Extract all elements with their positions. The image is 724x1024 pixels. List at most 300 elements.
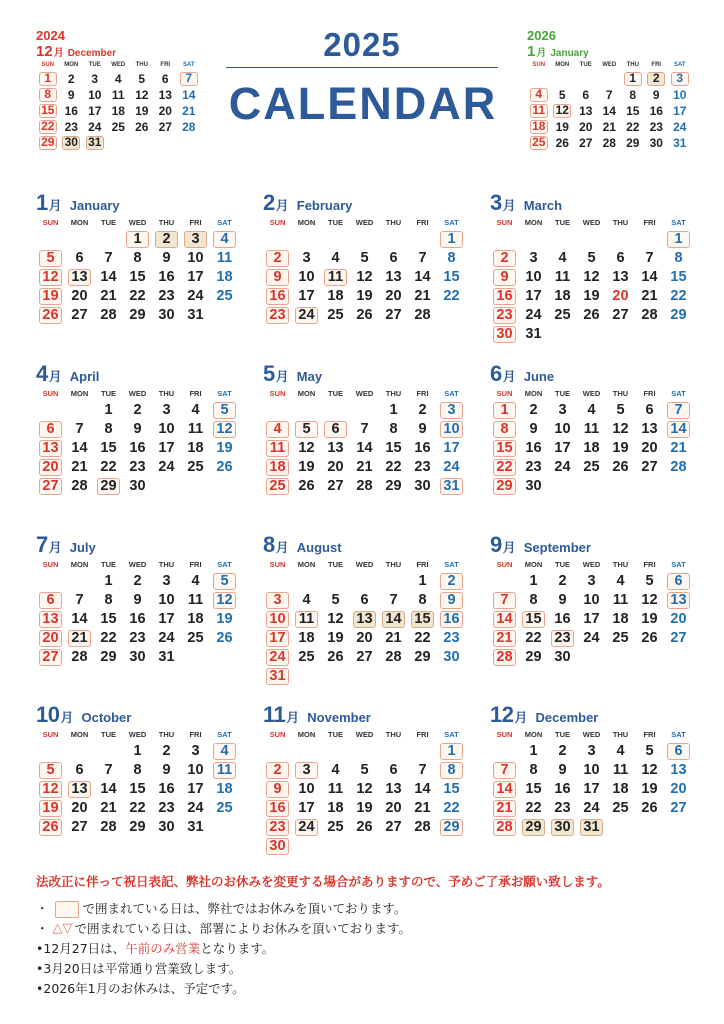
day-cell	[664, 591, 693, 610]
day-cell	[577, 610, 606, 629]
triangle-legend-icon: △▽	[52, 921, 73, 936]
day-cell	[548, 439, 577, 458]
day-number: 2	[133, 402, 142, 418]
day-number: 27	[385, 819, 402, 835]
day-number: 23	[158, 800, 175, 816]
weekday-label: FRI	[189, 560, 202, 569]
day-number: 31	[266, 668, 289, 685]
week-row	[263, 401, 466, 420]
day-cell	[664, 249, 693, 268]
day-number: 7	[104, 250, 113, 266]
weekday-label: WED	[128, 389, 147, 398]
week-row	[490, 268, 693, 287]
day-cell	[36, 439, 65, 458]
empty-cell	[577, 648, 606, 667]
day-cell	[36, 71, 60, 87]
day-cell	[577, 287, 606, 306]
day-cell	[548, 306, 577, 325]
week-row	[263, 477, 466, 496]
day-number: 5	[645, 573, 654, 589]
day-number: 21	[670, 440, 687, 456]
day-number: 5	[616, 402, 625, 418]
day-number: 11	[324, 269, 347, 286]
day-cell	[408, 761, 437, 780]
day-number: 8	[418, 592, 427, 608]
day-number: 6	[389, 250, 398, 266]
day-cell	[36, 87, 60, 103]
mini-month-english: January	[550, 48, 589, 59]
empty-cell	[598, 71, 622, 87]
weekday-label: WED	[582, 560, 601, 569]
day-number: 18	[554, 288, 571, 304]
empty-cell	[527, 71, 551, 87]
day-number: 4	[331, 762, 340, 778]
day-number: 8	[104, 421, 113, 437]
weekday-label: TUE	[555, 389, 570, 398]
day-cell	[408, 648, 437, 667]
day-cell	[263, 818, 292, 837]
day-number: 27	[327, 478, 344, 494]
day-cell	[181, 629, 210, 648]
month-kanji: 月	[502, 370, 516, 385]
day-number: 21	[493, 800, 516, 817]
day-number: 15	[411, 611, 434, 628]
empty-cell	[635, 648, 664, 667]
day-number: 8	[440, 762, 463, 779]
day-number: 12	[356, 781, 373, 797]
weekday-label: SAT	[673, 62, 686, 68]
day-number: 9	[67, 87, 75, 102]
day-number: 20	[670, 781, 687, 797]
day-cell	[321, 249, 350, 268]
day-number: 4	[302, 592, 311, 608]
weekday-label: TUE	[88, 62, 101, 68]
week-row	[490, 572, 693, 591]
day-cell	[519, 818, 548, 837]
weekday-label: MON	[555, 62, 570, 68]
day-cell	[292, 799, 321, 818]
day-number: 31	[525, 326, 542, 342]
day-cell	[210, 572, 239, 591]
day-number: 12	[39, 269, 62, 286]
day-number: 12	[583, 269, 600, 285]
day-number: 17	[554, 440, 571, 456]
month-header	[263, 702, 466, 726]
day-number: 25	[554, 307, 571, 323]
empty-cell	[350, 230, 379, 249]
day-cell	[664, 401, 693, 420]
day-cell	[598, 87, 622, 103]
week-row	[36, 230, 239, 249]
day-cell	[321, 591, 350, 610]
mini-month-header	[36, 43, 201, 59]
day-number: 5	[587, 250, 596, 266]
day-number: 22	[385, 459, 402, 475]
month-number: 5	[263, 361, 275, 386]
week-row	[490, 401, 693, 420]
day-number: 15	[129, 269, 146, 285]
week-row	[263, 648, 466, 667]
empty-cell	[210, 818, 239, 837]
day-cell	[490, 591, 519, 610]
day-cell	[664, 629, 693, 648]
day-number: 16	[266, 800, 289, 817]
day-number: 1	[104, 573, 113, 589]
day-cell	[263, 837, 292, 856]
week-row	[263, 629, 466, 648]
day-cell	[152, 268, 181, 287]
day-cell	[123, 268, 152, 287]
day-number: 24	[187, 288, 204, 304]
day-number: 9	[558, 762, 567, 778]
day-cell	[490, 780, 519, 799]
empty-cell	[36, 401, 65, 420]
day-number: 8	[133, 250, 142, 266]
month-english-name: September	[523, 540, 591, 555]
calendar-year: 2025	[323, 26, 401, 63]
week-row	[36, 799, 239, 818]
day-number: 31	[86, 136, 104, 150]
weekday-label: MON	[70, 218, 89, 227]
day-number: 24	[295, 819, 318, 836]
day-cell	[519, 780, 548, 799]
day-cell	[263, 249, 292, 268]
day-cell	[379, 648, 408, 667]
day-cell	[551, 87, 575, 103]
day-number: 26	[327, 649, 344, 665]
day-number: 13	[670, 762, 687, 778]
weekday-label: SAT	[217, 389, 232, 398]
day-cell	[181, 439, 210, 458]
day-number: 23	[551, 630, 574, 647]
day-cell	[292, 761, 321, 780]
empty-cell	[210, 477, 239, 496]
day-cell	[621, 103, 645, 119]
notes-section	[36, 872, 716, 999]
day-cell	[94, 249, 123, 268]
day-cell	[152, 610, 181, 629]
day-number: 4	[616, 743, 625, 759]
day-number: 23	[443, 630, 460, 646]
weekday-label: MON	[70, 730, 89, 739]
day-number: 1	[440, 743, 463, 760]
day-cell	[519, 458, 548, 477]
day-number: 15	[443, 269, 460, 285]
empty-cell	[263, 401, 292, 420]
day-cell	[210, 458, 239, 477]
day-number: 4	[114, 71, 122, 86]
day-number: 20	[158, 103, 172, 118]
day-number: 30	[62, 136, 80, 150]
day-number: 7	[493, 592, 516, 609]
day-cell	[350, 268, 379, 287]
empty-cell	[664, 648, 693, 667]
day-cell	[154, 119, 178, 135]
empty-cell	[350, 837, 379, 856]
week-row	[263, 837, 466, 856]
day-cell	[519, 761, 548, 780]
day-number: 12	[356, 269, 373, 285]
day-cell	[379, 268, 408, 287]
day-cell	[606, 458, 635, 477]
day-number: 21	[493, 630, 516, 647]
day-number: 22	[100, 630, 117, 646]
day-cell	[577, 572, 606, 591]
month-number: 3	[490, 190, 502, 215]
bullet: ・	[36, 921, 49, 936]
day-number: 17	[673, 103, 687, 118]
day-number: 28	[493, 819, 516, 836]
day-number: 7	[389, 592, 398, 608]
day-number: 11	[295, 611, 318, 628]
weekday-label: FRI	[160, 62, 171, 68]
day-number: 21	[385, 630, 402, 646]
weekday-header-row	[36, 60, 201, 71]
month-kanji: 月	[502, 541, 516, 556]
month-english-name: October	[81, 710, 132, 725]
day-cell	[437, 268, 466, 287]
day-number: 23	[158, 288, 175, 304]
day-cell	[123, 780, 152, 799]
day-number: 30	[266, 838, 289, 855]
day-cell	[292, 629, 321, 648]
week-row	[36, 401, 239, 420]
day-cell	[263, 420, 292, 439]
day-cell	[321, 268, 350, 287]
day-number: 14	[382, 611, 405, 628]
weekday-label: SUN	[42, 218, 59, 227]
day-cell	[350, 439, 379, 458]
day-number: 21	[414, 288, 431, 304]
mini-calendar-2026-january	[527, 28, 692, 151]
weekday-header-row	[490, 216, 693, 230]
day-number: 27	[612, 307, 629, 323]
weekday-header-row	[263, 728, 466, 742]
day-cell	[527, 87, 551, 103]
day-number: 12	[213, 592, 236, 609]
day-cell	[408, 591, 437, 610]
month-english-name: August	[296, 540, 342, 555]
day-number: 30	[158, 819, 175, 835]
empty-cell	[437, 306, 466, 325]
month-header	[490, 361, 693, 385]
weekday-label: WED	[582, 730, 601, 739]
day-number: 13	[667, 592, 690, 609]
day-cell	[577, 799, 606, 818]
day-number: 2	[67, 71, 75, 86]
day-number: 20	[641, 440, 658, 456]
note-holiday-box	[36, 899, 716, 919]
day-cell	[181, 818, 210, 837]
day-cell	[94, 477, 123, 496]
empty-cell	[321, 667, 350, 686]
week-row	[490, 780, 693, 799]
empty-cell	[606, 818, 635, 837]
day-cell	[577, 458, 606, 477]
title-divider	[226, 67, 498, 68]
day-number: 5	[39, 762, 62, 779]
weekday-label: THU	[158, 389, 175, 398]
day-cell	[83, 135, 107, 151]
day-number: 25	[612, 800, 629, 816]
day-cell	[519, 287, 548, 306]
day-cell	[65, 477, 94, 496]
day-cell	[548, 249, 577, 268]
month-header	[263, 190, 466, 214]
week-row	[490, 477, 693, 496]
week-row	[36, 249, 239, 268]
day-cell	[527, 119, 551, 135]
day-cell	[350, 477, 379, 496]
day-cell	[292, 287, 321, 306]
weekday-label: SUN	[496, 389, 513, 398]
day-cell	[408, 249, 437, 268]
day-number: 17	[158, 611, 175, 627]
bullet: •	[36, 961, 44, 976]
day-number: 12	[553, 104, 571, 118]
day-cell	[577, 818, 606, 837]
day-number: 31	[158, 649, 175, 665]
week-row	[263, 591, 466, 610]
day-cell	[635, 761, 664, 780]
empty-cell	[635, 818, 664, 837]
day-cell	[379, 401, 408, 420]
weekday-header-row	[263, 558, 466, 572]
day-number: 17	[525, 288, 542, 304]
day-number: 28	[356, 478, 373, 494]
day-cell	[645, 119, 669, 135]
bullet: •	[36, 941, 44, 956]
week-row	[263, 742, 466, 761]
empty-cell	[65, 401, 94, 420]
day-cell	[152, 287, 181, 306]
day-cell	[408, 780, 437, 799]
day-number: 24	[88, 119, 102, 134]
mini-grid	[527, 60, 692, 151]
day-cell	[65, 458, 94, 477]
day-number: 8	[493, 421, 516, 438]
day-cell	[577, 439, 606, 458]
day-number: 11	[554, 269, 571, 285]
empty-cell	[321, 230, 350, 249]
day-cell	[154, 87, 178, 103]
day-number: 22	[414, 630, 431, 646]
day-number: 26	[356, 819, 373, 835]
weekday-label: SAT	[671, 389, 686, 398]
day-cell	[519, 648, 548, 667]
day-number: 2	[440, 573, 463, 590]
day-cell	[437, 401, 466, 420]
week-row	[490, 306, 693, 325]
day-cell	[408, 610, 437, 629]
day-cell	[606, 780, 635, 799]
day-number: 26	[39, 307, 62, 324]
week-row	[36, 268, 239, 287]
day-cell	[65, 249, 94, 268]
day-cell	[379, 799, 408, 818]
day-cell	[36, 591, 65, 610]
month-english-name: December	[535, 710, 599, 725]
day-number: 19	[327, 630, 344, 646]
day-number: 30	[525, 478, 542, 494]
day-cell	[606, 287, 635, 306]
day-number: 29	[385, 478, 402, 494]
week-row	[36, 135, 201, 151]
day-cell	[130, 87, 154, 103]
day-cell	[519, 306, 548, 325]
weekday-label: MON	[64, 62, 79, 68]
weekday-label: SAT	[217, 560, 232, 569]
day-number: 14	[667, 421, 690, 438]
day-number: 16	[554, 611, 571, 627]
day-number: 26	[216, 459, 233, 475]
day-number: 19	[641, 611, 658, 627]
empty-cell	[548, 230, 577, 249]
note-text: で囲まれている日は、弊社ではお休みを頂いております。	[82, 901, 407, 916]
day-cell	[152, 458, 181, 477]
day-cell	[379, 287, 408, 306]
day-cell	[123, 420, 152, 439]
month-english-name: November	[307, 710, 371, 725]
day-cell	[490, 249, 519, 268]
week-row	[527, 103, 692, 119]
empty-cell	[577, 477, 606, 496]
day-number: 12	[641, 762, 658, 778]
week-row	[263, 818, 466, 837]
month-number: 7	[36, 532, 48, 557]
weekday-label: MON	[297, 389, 316, 398]
day-number: 15	[100, 440, 117, 456]
day-cell	[350, 648, 379, 667]
day-cell	[548, 572, 577, 591]
month-number: 11	[263, 702, 286, 727]
day-cell	[548, 648, 577, 667]
weekday-label: SUN	[42, 560, 59, 569]
day-cell	[152, 799, 181, 818]
day-cell	[379, 249, 408, 268]
day-cell	[664, 420, 693, 439]
day-cell	[130, 71, 154, 87]
weekday-header-row	[36, 558, 239, 572]
note-mar20	[36, 959, 716, 979]
weekday-label: TUE	[555, 218, 570, 227]
day-number: 31	[187, 819, 204, 835]
day-cell	[263, 439, 292, 458]
day-number: 28	[71, 649, 88, 665]
day-cell	[548, 610, 577, 629]
day-cell	[177, 103, 201, 119]
empty-cell	[606, 325, 635, 344]
month-number: 2	[263, 190, 275, 215]
empty-cell	[292, 667, 321, 686]
day-number: 5	[331, 592, 340, 608]
day-number: 26	[641, 800, 658, 816]
day-cell	[437, 420, 466, 439]
day-number: 6	[75, 762, 84, 778]
day-number: 15	[100, 611, 117, 627]
day-cell	[210, 268, 239, 287]
day-number: 29	[100, 649, 117, 665]
day-number: 28	[493, 649, 516, 666]
day-number: 19	[356, 800, 373, 816]
weekday-label: WED	[355, 389, 374, 398]
day-cell	[321, 610, 350, 629]
day-number: 27	[39, 478, 62, 495]
day-cell	[36, 799, 65, 818]
day-number: 1	[389, 402, 398, 418]
weekday-label: THU	[385, 218, 402, 227]
empty-cell	[379, 742, 408, 761]
